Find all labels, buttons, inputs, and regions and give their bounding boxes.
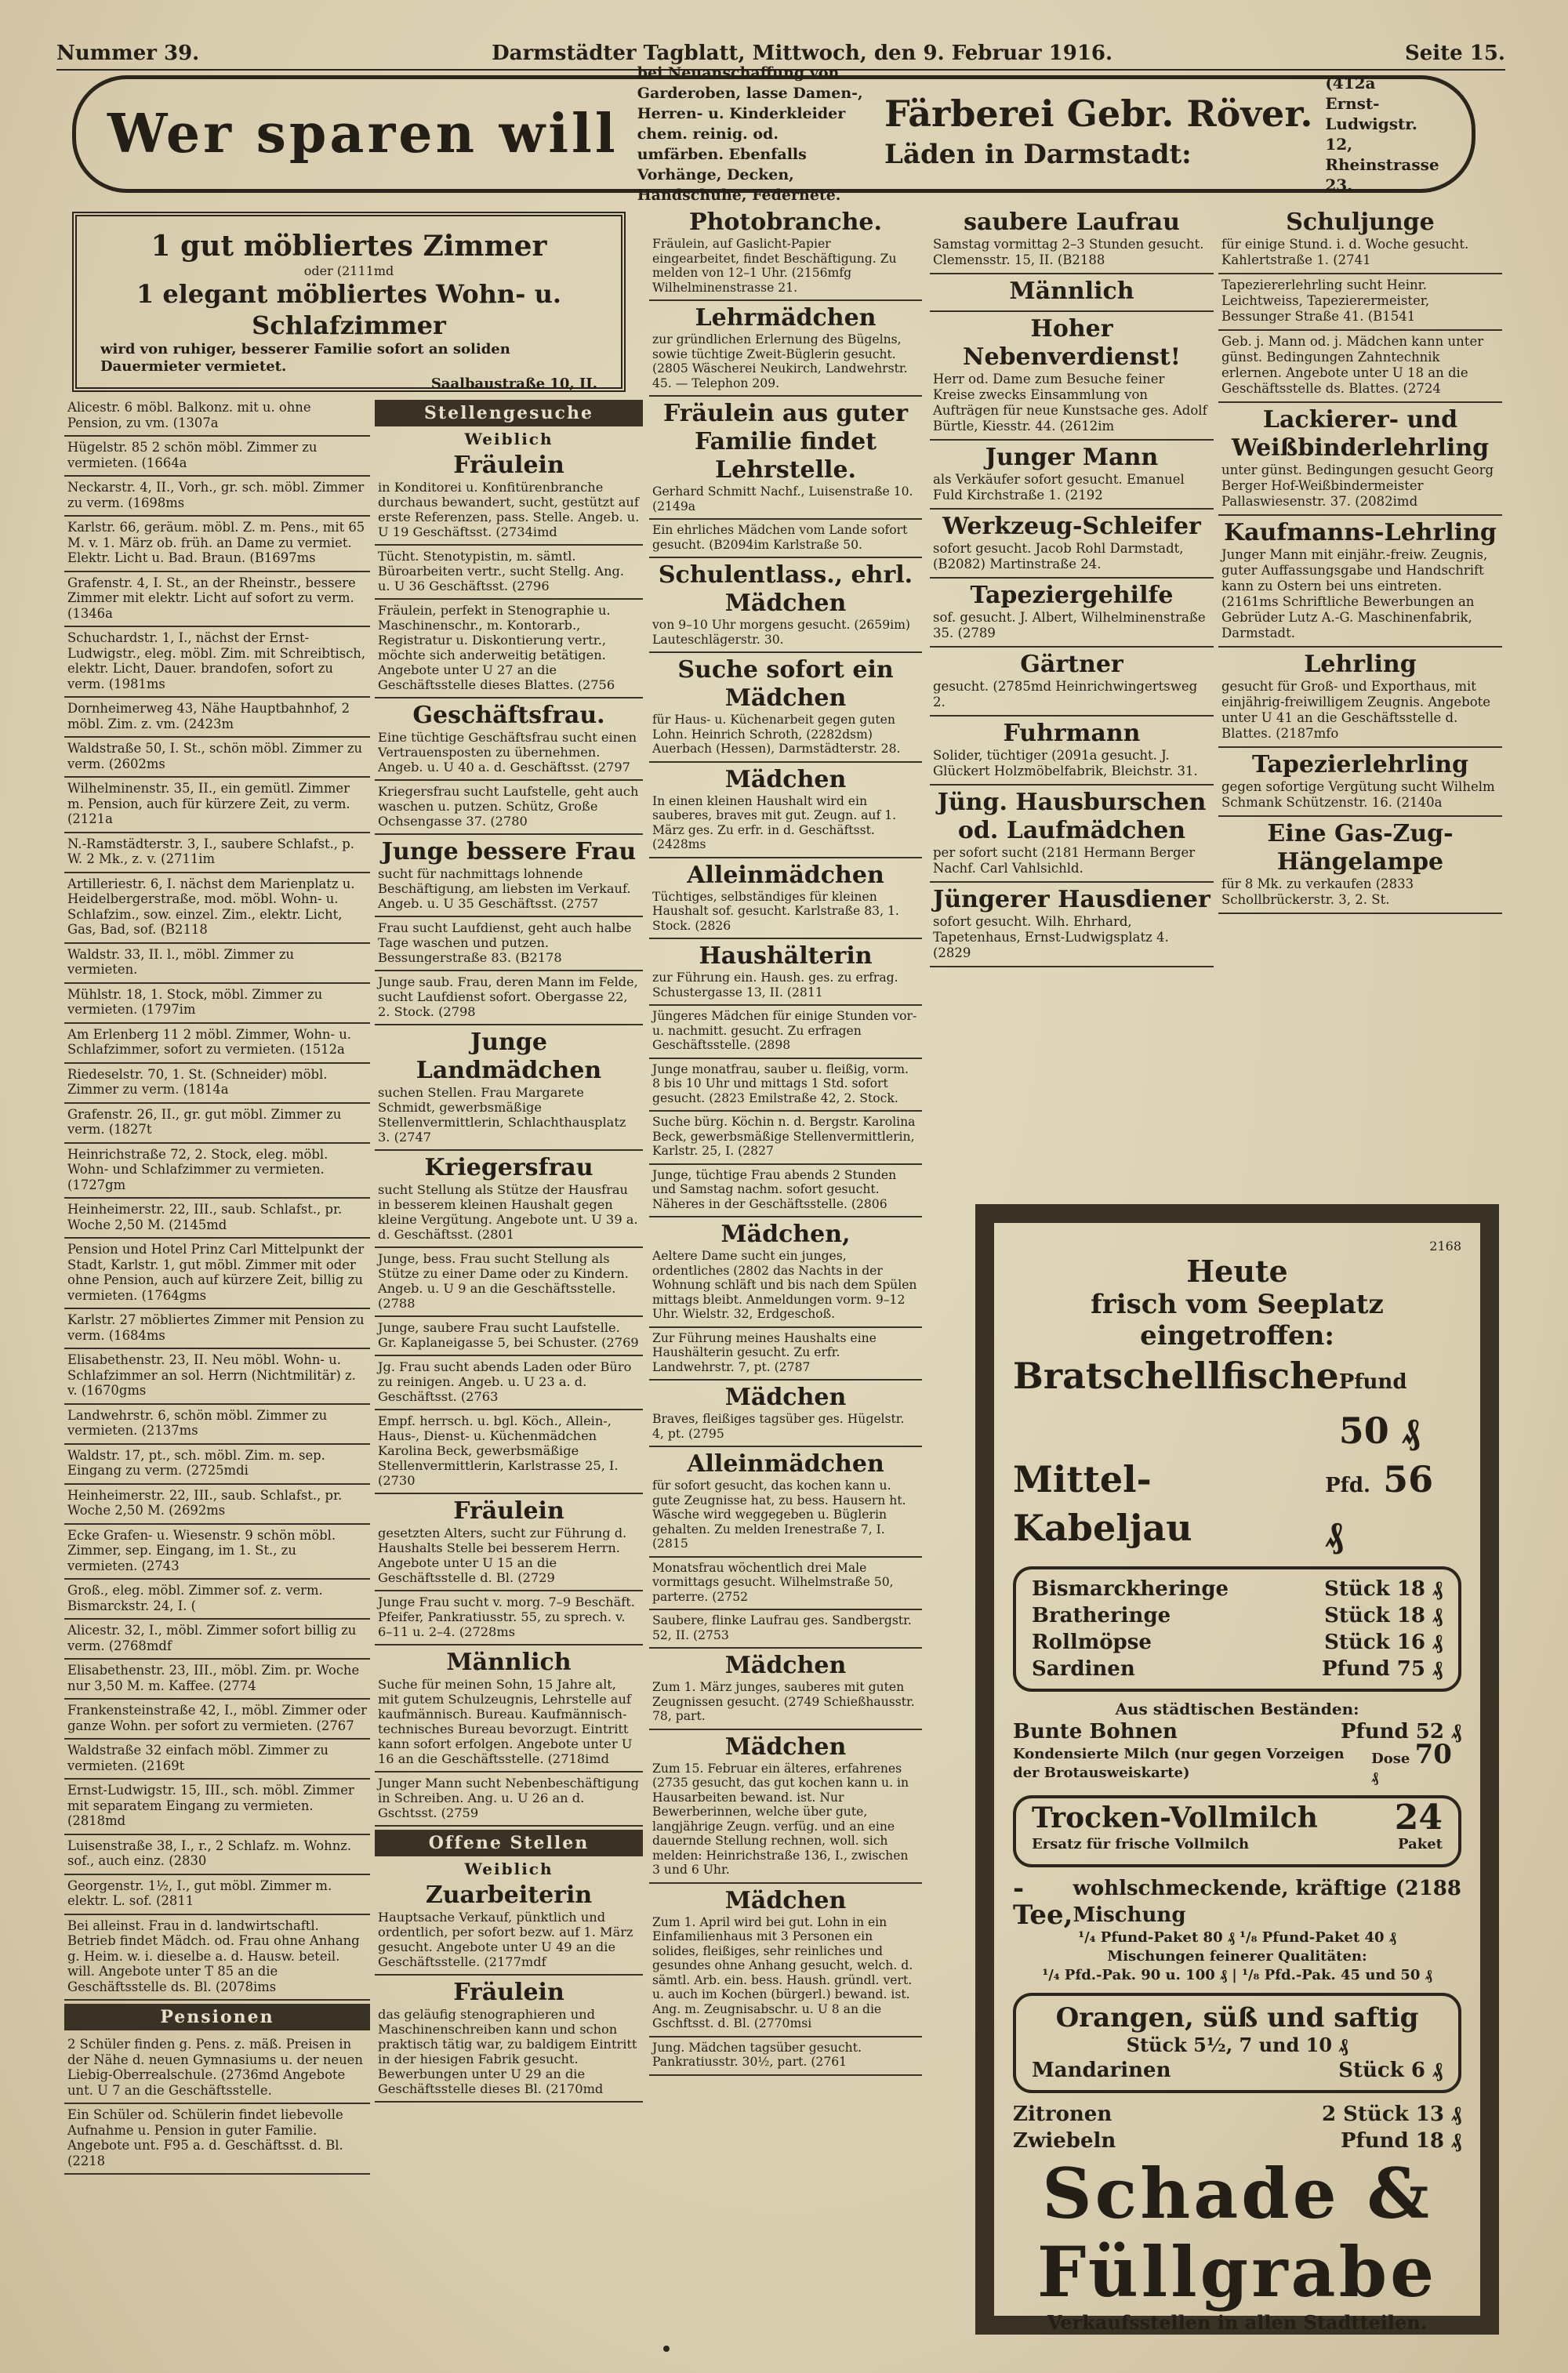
- ad-body: Empf. herrsch. u. bgl. Köch., Allein-, Haus-, Dienst- u. Küchenmädchen Karolina Beck, gewerbsmäßige Stellenvermittlerin, Karlstrasse 25, I. (2730: [378, 1413, 619, 1488]
- herring-name: Rollmöpse: [1032, 1631, 1152, 1654]
- ad-body: Fräulein, auf Gaslicht-Papier eingearbeitet, findet Beschäftigung. Zu melden von 12–1 Uhr. (2156mfg Wilhelminenstrasse 21.: [652, 237, 897, 295]
- weiblich-subheader: Weiblich: [464, 430, 554, 448]
- herring-price-group: Stück 18 ₰: [1324, 1577, 1443, 1601]
- ad-body: Junge, bess. Frau sucht Stellung als Stütze zu einer Dame oder zu Kindern. Angeb. u. U 9 an die Geschäftsstelle. (2788: [378, 1251, 629, 1311]
- ad-headline: Mädchen: [724, 1652, 847, 1679]
- ad-body: Tapeziererlehrling sucht Heinr. Leichtweiss, Tapezierermeister, Bessunger Straße 41. (B1541: [1221, 278, 1430, 324]
- ad-headline: Mädchen: [724, 1733, 847, 1761]
- fish-stock-note: Aus städtischen Beständen:: [1115, 1700, 1359, 1718]
- fish-today: Heute: [1186, 1254, 1288, 1289]
- classified-ad: [375, 448, 643, 546]
- room-ad: Karlstr. 66, geräum. möbl. Z. m. Pens., mit 65 M. v. 1. März ob. früh. an Dame zu vermiet. Elektr. Licht u. Bad. Braun. (B1697ms: [64, 517, 370, 572]
- beans-price: 52: [1415, 1720, 1444, 1743]
- column-rooms: [64, 397, 370, 2175]
- ad-body: von 9–10 Uhr morgens gesucht. (2659im) Lauteschlägerstr. 30.: [652, 618, 910, 647]
- classified-ad: [375, 1410, 643, 1494]
- weiblich-subheader-2: Weiblich: [464, 1860, 554, 1878]
- herring-unit: Pfund: [1321, 1657, 1390, 1681]
- classified-ad: [649, 1112, 922, 1165]
- room-ad: Frankensteinstraße 42, I., möbl. Zimmer oder ganze Wohn. per sofort zu vermieten. (2767: [64, 1700, 370, 1740]
- ad-headline: Jüngerer Hausdiener: [933, 886, 1210, 913]
- tea-block: [1013, 1875, 1461, 1985]
- room-ad: Wilhelminenstr. 35, II., ein gemütl. Zimmer m. Pension, auch für kürzere Zeit, zu verm. (2121a: [64, 778, 370, 833]
- ad-headline: Tapeziergehilfe: [970, 582, 1174, 609]
- pensionen-header: Pensionen: [64, 2004, 370, 2030]
- ad-body: Aeltere Dame sucht ein junges, ordentliches (2802 das Nachts in der Wohnung schläft und bis nach dem Spülen mittags bleibt. Anmeldungen vorm. 9–12 Uhr. Wielstr. 32, Erdgeschoß.: [652, 1249, 917, 1321]
- room-ad: Hügelstr. 85 2 schön möbl. Zimmer zu vermieten. (1664a: [64, 437, 370, 477]
- oranges-box: Orangen, süß und saftig Stück 5½, 7 und 10 ₰ Mandarinen Stück 6 ₰: [1013, 1993, 1461, 2093]
- tea-desc: wohlschmeckende, kräftige Mischung: [1073, 1877, 1387, 1927]
- onions-row: Zwiebeln Pfund 18 ₰: [1013, 2129, 1461, 2153]
- dry-milk-unit: Paket: [1398, 1836, 1443, 1852]
- milk-unit: Dose: [1371, 1751, 1410, 1767]
- tea-line2: Mischungen feinerer Qualitäten:: [1107, 1948, 1367, 1965]
- ad-headline: Männlich: [446, 1649, 572, 1676]
- herring-price-group: Pfund 75 ₰: [1321, 1657, 1443, 1681]
- ad-headline: Geschäftsfrau.: [412, 702, 605, 729]
- lemons-name: Zitronen: [1013, 2103, 1112, 2126]
- room-ad: Mühlstr. 18, 1. Stock, möbl. Zimmer zu vermieten. (1797im: [64, 984, 370, 1024]
- classified-ad: [375, 1025, 643, 1151]
- banner-firm: [884, 93, 1312, 175]
- fish-item-1: Bratschellfische Pfund 50 ₰: [1013, 1352, 1461, 1455]
- room-ad: Neckarstr. 4, II., Vorh., gr. sch. möbl. Zimmer zu verm. (1698ms: [64, 477, 370, 517]
- banner-code: (412a: [1325, 74, 1376, 93]
- ad-headline: Suche sofort ein Mädchen: [677, 656, 894, 712]
- dry-milk-name: Trocken-Vollmilch: [1032, 1802, 1318, 1834]
- room-ad: Grafenstr. 4, I. St., an der Rheinstr., bessere Zimmer mit elektr. Licht auf sofort zu verm. (1346a: [64, 572, 370, 628]
- ad-headline: Zuarbeiterin: [425, 1881, 593, 1909]
- room-ad: Elisabethenstr. 23, III., möbl. Zim. pr. Woche nur 3,50 M. m. Kaffee. (2774: [64, 1660, 370, 1700]
- room-ad: Alicestr. 32, I., möbl. Zimmer sofort billig zu verm. (2768mdf: [64, 1620, 370, 1660]
- classified-ad: [649, 1649, 922, 1730]
- dry-milk-box: [1013, 1795, 1461, 1867]
- tea-code: (2188: [1395, 1877, 1461, 1900]
- ad-body: Tücht. Stenotypistin, m. sämtl. Büroarbeiten vertr., sucht Stellg. Ang. u. U 36 Geschäftsst. (2796: [378, 549, 625, 593]
- fish-code: 2168: [1429, 1239, 1461, 1254]
- ad-body: Jüngeres Mädchen für einige Stunden vor- u. nachmitt. gesucht. Zu erfragen Geschäftsstelle. (2898: [652, 1009, 917, 1052]
- classified-ad: [375, 1878, 643, 1976]
- ad-body: Saubere, flinke Laufrau ges. Sandbergstr. 52, II. (2753: [652, 1613, 912, 1642]
- stellengesuche-header: Stellengesuche: [375, 400, 643, 426]
- classified-ad: [1218, 274, 1502, 331]
- ad-body: für einige Stund. i. d. Woche gesucht. Kahlertstraße 1. (2741: [1221, 237, 1469, 267]
- ad-body: sofort gesucht. Jacob Rohl Darmstadt, (B2082) Martinstraße 24.: [933, 541, 1184, 571]
- banner-firm-name: Färberei Gebr. Röver.: [884, 93, 1313, 135]
- classified-ad: [375, 1151, 643, 1248]
- beans-row: Bunte Bohnen Pfund 52 ₰: [1013, 1720, 1461, 1743]
- ad-body: das geläufig stenographieren und Maschinenschreiben kann und schon praktisch tätig war, zu baldigem Eintritt in der hiesigen Fabrik gesucht. Bewerbungen unter U 29 an die Geschäftsstelle dieses Bl. (2170md: [378, 2007, 637, 2096]
- room-ad: Waldstraße 32 einfach möbl. Zimmer zu vermieten. (2169t: [64, 1740, 370, 1780]
- ad-headline: Mädchen: [724, 1384, 847, 1411]
- ad-body: Zum 1. April wird bei gut. Lohn in ein Einfamilienhaus mit 3 Personen ein solides, fleißiges, sehr reinliches und gesundes ohne Anhang gesucht, welch. d. sämtl. Arb. ein. bess. Haush. gründl. vert. u. auch im Kochen (bürgerl.) bewand. ist. Ang. m. Zeugnisabschr. u. U 8 an die Gschftsst. d. Bl. (2770msi: [652, 1914, 913, 2030]
- lemons-price: 13: [1415, 2103, 1444, 2126]
- firm-tagline: Verkaufsstellen in allen Stadtteilen.: [1047, 2311, 1428, 2334]
- mandarins-unit: Stück: [1338, 2059, 1404, 2082]
- classified-ad: [1218, 331, 1502, 403]
- box-ad-code: (2111md: [336, 263, 394, 278]
- ad-body: Fräulein, perfekt in Stenographie u. Maschinenschr., m. Kontorarb., Registratur u. Diskontierung vertr., möchte sich anderweitig betätigen. Angebote unter U 27 an die Geschäftsstelle dieses Blattes. (2756: [378, 603, 615, 692]
- ad-body: gesetzten Alters, sucht zur Führung d. Haushalts Stelle bei besserem Herrn. Angebote unter U 15 an die Geschäftsstelle d. Bl. (2729: [378, 1526, 627, 1585]
- classified-ad: [930, 579, 1214, 648]
- ad-headline: Junge Landmädchen: [416, 1029, 602, 1084]
- herring-price-group: Stück 18 ₰: [1324, 1604, 1443, 1627]
- ad-body: als Verkäufer sofort gesucht. Emanuel Fuld Kirchstraße 1. (2192: [933, 472, 1185, 503]
- herring-row: [1032, 1576, 1443, 1602]
- milk-name: Kondensierte Milch (nur gegen Vorzeigen der Brotausweiskarte): [1013, 1746, 1345, 1781]
- firm-name-line2: Füllgrabe: [1036, 2231, 1438, 2313]
- lemons-row: Zitronen 2 Stück 13 ₰: [1013, 2103, 1461, 2126]
- herring-unit: Stück: [1324, 1577, 1390, 1601]
- mandarins-price: 6: [1410, 2059, 1425, 2082]
- room-ad: Groß., eleg. möbl. Zimmer sof. z. verm. Bismarckstr. 24, I. (: [64, 1580, 370, 1620]
- fish-item-1-unit: Pfund: [1338, 1370, 1407, 1394]
- classified-ad: [1218, 648, 1502, 748]
- herring-box: [1013, 1566, 1461, 1692]
- room-ad: Waldstr. 17, pt., sch. möbl. Zim. m. sep. Eingang zu verm. (2725mdi: [64, 1445, 370, 1485]
- fish-item-2-name: Mittel-Kabeljau: [1013, 1458, 1192, 1549]
- room-ad: Bei alleinst. Frau in d. landwirtschaftl. Betrieb findet Mädch. od. Frau ohne Anhang g. Heim. w. i. dieselbe a. d. Hausw. beteil. will. Angebote unter T 85 an die Geschäftsstelle ds. Bl. (2078ims: [64, 1915, 370, 2001]
- herring-name: Bratheringe: [1032, 1604, 1171, 1627]
- masthead-line: Darmstädter Tagblatt, Mittwoch, den 9. Februar 1916.: [492, 42, 1113, 65]
- room-ad: Pension und Hotel Prinz Carl Mittelpunkt der Stadt, Karlstr. 1, gut möbl. Zimmer mit oder ohne Pension, auch auf kürzere Zeit, billig zu vermieten. (1764gms: [64, 1239, 370, 1309]
- room-ad: Dornheimerweg 43, Nähe Hauptbahnhof, 2 möbl. Zim. z. vm. (2423m: [64, 698, 370, 738]
- classified-ad: [649, 858, 922, 940]
- ad-headline: Fräulein: [453, 1497, 564, 1525]
- classified-ad: [1218, 516, 1502, 648]
- classified-ad: [375, 971, 643, 1025]
- fish-item-2-unit: Pfd.: [1325, 1474, 1371, 1497]
- ad-body: sofort gesucht. Wilh. Ehrhard, Tapetenhaus, Ernst-Ludwigsplatz 4. (2829: [933, 914, 1169, 960]
- issue-number: Nummer 39.: [56, 42, 200, 65]
- ad-headline: Mädchen: [724, 765, 847, 793]
- ad-body: Zum 15. Februar ein älteres, erfahrenes (2735 gesucht, das gut kochen kann u. in Hausarbeiten bewand. ist. Nur Bewerberinnen, welche über gute, langjährige Zeugn. verfüg. und an eine dauernde Stellung rechnen, woll. sich melden: Heinrichstraße 136, I., zwischen 3 und 6 Uhr.: [652, 1761, 909, 1877]
- ad-body: Suche bürg. Köchin n. d. Bergstr. Karolina Beck, gewerbsmäßige Stellenvermittlerin, Karlstr. 25, I. (2827: [652, 1115, 916, 1158]
- ad-body: in Konditorei u. Konfitürenbranche durchaus bewandert, sucht, gestützt auf erste Referenzen, pass. Stelle. Angeb. u. U 19 Geschäftsst. (2734imd: [378, 480, 640, 539]
- column-job-offers-women: [649, 205, 922, 2076]
- classified-ad: [375, 1494, 643, 1591]
- classified-ad: [649, 1328, 922, 1381]
- onions-price: 18: [1415, 2129, 1444, 2153]
- classified-ad: [649, 1884, 922, 2037]
- beans-unit: Pfund: [1340, 1720, 1409, 1743]
- classified-ad: [930, 205, 1214, 274]
- ad-body: Solider, tüchtiger (2091a gesucht. J. Glückert Holzmöbelfabrik, Bleichstr. 31.: [933, 748, 1198, 778]
- banner-addr1: Ernst-Ludwigstr. 12,: [1325, 94, 1417, 154]
- ad-body: für sofort gesucht, das kochen kann u. gute Zeugnisse hat, zu bess. Hausern ht. Wäsche wird weggegeben u. Büglerin gehalten. Zu melden Irenestraße 7, I. (2815: [652, 1479, 906, 1551]
- milk-price: 70: [1414, 1739, 1452, 1770]
- ink-dot: [663, 2346, 670, 2352]
- ad-body: Junge saub. Frau, deren Mann im Felde, sucht Laufdienst sofort. Obergasse 22, 2. Stock. (2798: [378, 974, 638, 1019]
- onions-name: Zwiebeln: [1013, 2129, 1116, 2153]
- classified-ad: [649, 1217, 922, 1328]
- tea-line3: ¹/₄ Pfd.-Pak. 90 u. 100 ₰ | ¹/₈ Pfd.-Pak. 45 und 50 ₰: [1042, 1967, 1432, 1983]
- room-ad: Ecke Grafen- u. Wiesenstr. 9 schön möbl. Zimmer, sep. Eingang, im 1. St., zu vermieten. (2743: [64, 1525, 370, 1580]
- tea-line1: ¹/₄ Pfund-Paket 80 ₰ ¹/₈ Pfund-Paket 40 ₰: [1078, 1929, 1396, 1946]
- ad-body: Kriegersfrau sucht Laufstelle, geht auch waschen u. putzen. Schütz, Große Ochsengasse 37. (2780: [378, 784, 639, 829]
- ad-headline: Gärtner: [1020, 651, 1123, 678]
- roever-banner-ad: [72, 64, 1475, 204]
- fish-item-1-price: 50: [1338, 1410, 1389, 1452]
- herring-price: 18: [1396, 1604, 1425, 1627]
- ad-body: Junge monatfrau, sauber u. fleißig, vorm. 8 bis 10 Uhr und mittags 1 Std. sofort gesucht. (2823 Emilstraße 42, 2. Stock.: [652, 1061, 909, 1105]
- herring-row: [1032, 1602, 1443, 1629]
- room-ad: Landwehrstr. 6, schön möbl. Zimmer zu vermieten. (2137ms: [64, 1405, 370, 1445]
- ad-body: sucht Stellung als Stütze der Hausfrau in besserem kleinen Haushalt gegen kleine Vergütung. Angebote unt. U 39 a. d. Geschäftsst. (2801: [378, 1182, 638, 1242]
- classified-ad: [649, 301, 922, 397]
- ad-headline: Lackierer- und Weißbinderlehrling: [1231, 406, 1490, 462]
- classified-ad: [649, 1006, 922, 1059]
- classified-ad: [649, 939, 922, 1006]
- classified-ad: [375, 1317, 643, 1356]
- ad-body: zur Führung ein. Haush. ges. zu erfrag. Schustergasse 13, II. (2811: [652, 971, 898, 1000]
- classified-ad: [649, 1165, 922, 1218]
- ad-headline: Haushälterin: [699, 942, 873, 970]
- classified-ad: [1218, 205, 1502, 274]
- ad-body: Junge, tüchtige Frau abends 2 Stunden und Samstag nachm. sofort gesucht. Näheres in der Geschäftsstelle. (2806: [652, 1167, 897, 1211]
- ad-headline: Alleinmädchen: [687, 861, 884, 889]
- ad-body: suchen Stellen. Frau Margarete Schmidt, gewerbsmäßige Stellenvermittlerin, Schlachthausplatz 3. (2747: [378, 1085, 626, 1145]
- herring-row: [1032, 1656, 1443, 1682]
- classified-ad: [375, 835, 643, 917]
- ad-body: zur gründlichen Erlernung des Bügelns, sowie tüchtige Zweit-Büglerin gesucht. (2805 Wäscherei Neukirch, Landwehrstr. 45. — Telephon 209.: [652, 332, 908, 390]
- box-ad-line4: wird von ruhiger, besserer Familie sofort an soliden Dauermieter vermietet.: [100, 341, 510, 375]
- oranges-price: Stück 5½, 7 und 10 ₰: [1126, 2034, 1348, 2056]
- ad-body: Frau sucht Laufdienst, geht auch halbe Tage waschen und putzen. Bessungerstraße 83. (B2178: [378, 920, 632, 965]
- ad-headline: Kaufmanns-Lehrling: [1224, 519, 1497, 546]
- classified-ad: [375, 546, 643, 600]
- classified-ad: [649, 397, 922, 520]
- ad-body: für Haus- u. Küchenarbeit gegen guten Lohn. Heinrich Schroth, (2282dsm) Auerbach (Hessen), Darmstädterstr. 28.: [652, 713, 901, 756]
- room-ad: Ernst-Ludwigstr. 15, III., sch. möbl. Zimmer mit separatem Eingang zu vermieten. (2818md: [64, 1780, 370, 1835]
- pension-ad: Ein Schüler od. Schülerin findet liebevolle Aufnahme u. Pension in guter Familie. Angebote unt. F95 a. d. Geschäftsst. d. Bl. (2218: [64, 2104, 370, 2175]
- ad-headline: Mädchen,: [720, 1221, 851, 1248]
- ad-headline: Junge bessere Frau: [381, 838, 637, 865]
- banner-addr2: Rheinstrasse 23.: [1325, 155, 1439, 194]
- room-ad: Am Erlenberg 11 2 möbl. Zimmer, Wohn- u. Schlafzimmer, sofort zu vermieten. (1512a: [64, 1024, 370, 1064]
- ad-body: Hauptsache Verkauf, pünktlich und ordentlich, per sofort bezw. auf 1. März gesucht. Angebote unter U 49 an die Geschäftsstelle. (2177mdf: [378, 1910, 633, 1969]
- classified-ad: [930, 274, 1214, 312]
- classified-ad: [930, 786, 1214, 883]
- herring-price-group: Stück 16 ₰: [1324, 1631, 1443, 1654]
- lemons-unit: 2 Stück: [1322, 2103, 1409, 2126]
- column-apprentices: [1218, 205, 1502, 914]
- ad-headline: Lehrmädchen: [695, 304, 877, 332]
- ad-body: Zur Führung meines Haushalts eine Haushälterin gesucht. Zu erfr. Landwehrstr. 7, pt. (2787: [652, 1330, 877, 1374]
- ad-body: Gerhard Schmitt Nachf., Luisenstraße 10. (2149a: [652, 484, 913, 513]
- classified-ad: [375, 1356, 643, 1410]
- classified-ad: [375, 1976, 643, 2103]
- ad-body: Braves, fleißiges tagsüber ges. Hügelstr. 4, pt. (2795: [652, 1412, 905, 1441]
- classified-ad: [375, 1591, 643, 1645]
- ad-headline: Fräulein: [453, 1979, 564, 2006]
- ad-body: Junger Mann sucht Nebenbeschäftigung in Schreiben. Ang. u. U 26 an d. Gschtsst. (2759: [378, 1776, 640, 1820]
- classified-ad: [1218, 817, 1502, 914]
- ad-body: gesucht für Groß- und Exporthaus, mit einjährig-freiwilligem Zeugnis. Angebote unter U 41 an die Geschäftsstelle d. Blattes. (2187mfo: [1221, 679, 1491, 741]
- tea-name: -Tee,: [1013, 1873, 1073, 1931]
- fish-item-2: Mittel-Kabeljau Pfd. 56 ₰: [1013, 1455, 1461, 1558]
- classified-ad: [930, 510, 1214, 579]
- ad-headline: Mädchen: [724, 1886, 847, 1914]
- classified-ad: [930, 312, 1214, 441]
- pension-ad: 2 Schüler finden g. Pens. z. mäß. Preisen in der Nähe d. neuen Gymnasiums u. der neuen Liebig-Oberrealschule. (2736md Angebote unt. U 7 an die Geschäftsstelle.: [64, 2034, 370, 2104]
- column-job-offers-men: [930, 205, 1214, 967]
- furnished-room-box-ad: [72, 212, 626, 392]
- ad-body: sucht für nachmittags lohnende Beschäftigung, am liebsten im Verkauf. Angeb. u. U 35 Geschäftsst. (2757: [378, 866, 631, 911]
- banner-firm-shops: Läden in Darmstadt:: [884, 139, 1192, 170]
- oranges-name: Orangen, süß und saftig: [1055, 2002, 1419, 2034]
- classified-ad: [375, 1772, 643, 1827]
- ad-body: Herr od. Dame zum Besuche feiner Kreise zwecks Einsammlung von Aufträgen für neue Kunstsache ges. Adolf Bürtle, Kiesstr. 44. (2612im: [933, 372, 1207, 434]
- classified-ad: [1218, 748, 1502, 817]
- box-ad-line1: 1 gut möbliertes Zimmer: [151, 230, 547, 263]
- classified-ad: [375, 917, 643, 971]
- ad-body: für 8 Mk. zu verkaufen (2833 Schollbrückerstr. 3, 2. St.: [1221, 876, 1414, 907]
- ad-body: Junge Frau sucht v. morg. 7–9 Beschäft. Pfeifer, Pankratiusstr. 55, zu sprech. v. 6–11 u. 2–4. (2728ms: [378, 1595, 635, 1639]
- banner-headline: Wer sparen will: [107, 103, 619, 165]
- classified-ad: [649, 653, 922, 763]
- classified-ad: [649, 2037, 922, 2076]
- classified-ad: [649, 1610, 922, 1649]
- room-ad: Elisabethenstr. 23, II. Neu möbl. Wohn- u. Schlafzimmer an sol. Herrn (Nichtmilitär) z. v. (1670gms: [64, 1349, 370, 1405]
- classified-ad: [649, 205, 922, 301]
- ad-headline: Photobranche.: [689, 209, 882, 236]
- room-ad: Heinrichstraße 72, 2. Stock, eleg. möbl. Wohn- und Schlafzimmer zu vermieten. (1727gm: [64, 1144, 370, 1199]
- fish-market-ad: [975, 1204, 1499, 2335]
- ad-body: Samstag vormittag 2–3 Stunden gesucht. Clemensstr. 15, II. (B2188: [933, 237, 1204, 267]
- room-ad: N.-Ramstädterstr. 3, I., saubere Schlafst., p. W. 2 Mk., z. v. (2711im: [64, 833, 370, 873]
- ad-body: sof. gesucht. J. Albert, Wilhelminenstraße 35. (2789: [933, 610, 1206, 640]
- ad-body: Geb. j. Mann od. j. Mädchen kann unter günst. Bedingungen Zahntechnik erlernen. Angebote unter U 18 an die Geschäftsstelle ds. Blattes. (2724: [1221, 334, 1484, 396]
- dry-milk-sub: Ersatz für frische Vollmilch: [1032, 1836, 1250, 1852]
- fish-item-2-price: 56: [1383, 1458, 1434, 1500]
- ad-body: Jg. Frau sucht abends Laden oder Büro zu reinigen. Angeb. u. U 23 a. d. Geschäftsst. (2763: [378, 1359, 632, 1404]
- classified-ad: [649, 1059, 922, 1112]
- classified-ad: [930, 883, 1214, 967]
- herring-name: Sardinen: [1032, 1657, 1135, 1681]
- ad-headline: Tapezierlehrling: [1252, 751, 1468, 778]
- box-ad-address: Saalbaustraße 10, II.: [430, 376, 597, 392]
- room-ad: Alicestr. 6 möbl. Balkonz. mit u. ohne Pension, zu vm. (1307a: [64, 397, 370, 437]
- classified-ad: [649, 1730, 922, 1884]
- classified-ad: [649, 1558, 922, 1611]
- ad-headline: Jüng. Hausburschen od. Laufmädchen: [937, 789, 1207, 844]
- ad-headline: Schuljunge: [1286, 209, 1435, 236]
- column-job-seekers: [375, 397, 643, 2103]
- onions-unit: Pfund: [1340, 2129, 1409, 2153]
- ad-headline: Fuhrmann: [1003, 720, 1141, 747]
- ad-body: Junge, saubere Frau sucht Laufstelle. Gr. Kaplaneigasse 5, bei Schuster. (2769: [378, 1320, 639, 1350]
- box-ad-or: oder: [303, 263, 333, 278]
- classified-ad: [649, 1381, 922, 1447]
- room-ad: Karlstr. 27 möbliertes Zimmer mit Pension zu verm. (1684ms: [64, 1309, 370, 1349]
- offene-stellen-header: Offene Stellen: [375, 1830, 643, 1856]
- classified-ad: [375, 1248, 643, 1317]
- room-ad: Grafenstr. 26, II., gr. gut möbl. Zimmer zu verm. (1827t: [64, 1104, 370, 1144]
- banner-addresses: [1325, 73, 1440, 195]
- herring-unit: Stück: [1324, 1604, 1390, 1627]
- ad-body: Junger Mann mit einjähr.-freiw. Zeugnis, guter Auffassungsgabe und Handschrift kann zu Ostern bei uns eintreten. (2161ms Schriftliche Bewerbungen an Gebrüder Lutz A.-G. Maschinenfabrik, Darmstadt.: [1221, 547, 1488, 640]
- firm-name-line1: Schade &: [1042, 2153, 1432, 2234]
- ad-headline: Fräulein: [453, 452, 564, 479]
- ad-body: Ein ehrliches Mädchen vom Lande sofort gesucht. (B2094im Karlstraße 50.: [652, 523, 908, 552]
- ad-headline: Schulentlass., ehrl. Mädchen: [658, 561, 913, 617]
- ad-body: Tüchtiges, selbständiges für kleinen Haushalt sof. gesucht. Karlstraße 83, 1. Stock. (2826: [652, 889, 899, 933]
- milk-row: Kondensierte Milch (nur gegen Vorzeigen der Brotausweiskarte) Dose 70 ₰: [1013, 1739, 1452, 1786]
- ad-body: Suche für meinen Sohn, 15 Jahre alt, mit gutem Schulzeugnis, Lehrstelle auf kaufmännisch. Bureau. Kaufmännisch-technisches Bureau bevorzugt. Eintritt kann sofort erfolgen. Angebote unter U 16 an die Geschäftsstelle. (2718imd: [378, 1677, 633, 1766]
- ad-body: Monatsfrau wöchentlich drei Male vormittags gesucht. Wilhelmstraße 50, parterre. (2752: [652, 1560, 894, 1604]
- room-ad: Artilleriestr. 6, I. nächst dem Marienplatz u. Heidelbergerstraße, mod. möbl. Wohn- u. Schlafzim., sow. einzel. Zim., elektr. Licht, Gas, Bad, sof. (B2118: [64, 873, 370, 944]
- room-ad: Luisenstraße 38, I., r., 2 Schlafz. m. Wohnz. sof., auch einz. (2830: [64, 1835, 370, 1875]
- ad-body: per sofort sucht (2181 Hermann Berger Nachf. Carl Vahlsichld.: [933, 845, 1196, 876]
- fish-item-1-name: Bratschellfische: [1013, 1355, 1339, 1397]
- herring-price: 16: [1396, 1631, 1425, 1654]
- box-ad-line3: 1 elegant möbliertes Wohn- u. Schlafzimmer: [136, 279, 561, 340]
- classified-ad: [649, 558, 922, 653]
- ad-headline: Fräulein aus guter Familie findet Lehrstelle.: [662, 400, 909, 484]
- classified-ad: [375, 1645, 643, 1772]
- room-ad: Heinheimerstr. 22, III., saub. Schlafst., pr. Woche 2,50 M. (2145md: [64, 1199, 370, 1239]
- herring-price: 18: [1396, 1577, 1425, 1601]
- classified-ad: [649, 520, 922, 558]
- classified-ad: [649, 763, 922, 858]
- ad-body: Zum 1. März junges, sauberes mit guten Zeugnissen gesucht. (2749 Schießhausstr. 78, part.: [652, 1680, 915, 1723]
- classified-ad: [649, 1447, 922, 1558]
- herring-row: [1032, 1629, 1443, 1656]
- fish-fresh: frisch vom Seeplatz eingetroffen:: [1091, 1289, 1384, 1352]
- ad-headline: Lehrling: [1304, 651, 1417, 678]
- room-ad: Heinheimerstr. 22, III., saub. Schlafst., pr. Woche 2,50 M. (2692ms: [64, 1485, 370, 1525]
- ad-headline: Werkzeug-Schleifer: [942, 513, 1201, 540]
- classified-ad: [375, 600, 643, 698]
- mandarins-name: Mandarinen: [1032, 2059, 1171, 2082]
- ad-headline: Männlich: [1009, 278, 1134, 305]
- ad-body: gegen sofortige Vergütung sucht Wilhelm Schmank Schützenstr. 16. (2140a: [1221, 779, 1495, 810]
- herring-unit: Stück: [1324, 1631, 1390, 1654]
- dry-milk-price: 24: [1394, 1798, 1443, 1838]
- ad-headline: Eine Gas-Zug-Hängelampe: [1267, 820, 1454, 876]
- page-number: Seite 15.: [1404, 42, 1505, 65]
- ad-body: Eine tüchtige Geschäftsfrau sucht einen Vertrauensposten zu übernehmen. Angeb. u. U 40 a. d. Geschäftsst. (2797: [378, 730, 637, 775]
- herring-price: 75: [1396, 1657, 1425, 1681]
- ad-headline: Alleinmädchen: [687, 1450, 884, 1478]
- ad-body: In einen kleinen Haushalt wird ein sauberes, braves mit gut. Zeugn. auf 1. März ges. Zu erfr. in d. Geschäftsst. (2428ms: [652, 793, 897, 851]
- ad-body: gesucht. (2785md Heinrichwingertsweg 2.: [933, 679, 1198, 709]
- classified-ad: [930, 441, 1214, 510]
- ad-body: Jung. Mädchen tagsüber gesucht. Pankratiusstr. 30½, part. (2761: [652, 2040, 862, 2069]
- room-ad: Riedeselstr. 70, 1. St. (Schneider) möbl. Zimmer zu verm. (1814a: [64, 1064, 370, 1104]
- ad-body: unter günst. Bedingungen gesucht Georg Berger Hof-Weißbindermeister Pallaswiesenstr. 37. (2082imd: [1221, 463, 1494, 509]
- classified-ad: [375, 698, 643, 781]
- room-ad: Schuchardstr. 1, I., nächst der Ernst-Ludwigstr., eleg. möbl. Zim. mit Schreibtisch, elektr. Licht, Dauer. brandofen, sofort zu verm. (1981ms: [64, 627, 370, 698]
- classified-ad: [1218, 403, 1502, 516]
- herring-name: Bismarckheringe: [1032, 1577, 1229, 1601]
- room-ad: Waldstr. 33, II. l., möbl. Zimmer zu vermieten.: [64, 944, 370, 984]
- ad-headline: Kriegersfrau: [424, 1154, 593, 1181]
- room-ad: Georgenstr. 1½, I., gut möbl. Zimmer m. elektr. L. sof. (2811: [64, 1875, 370, 1915]
- classified-ad: [375, 781, 643, 835]
- banner-text: bei Neuanschaffung von Garderoben, lasse Damen-, Herren- u. Kinderkleider chem. reinig. od. umfärben. Ebenfalls Vorhänge, Decken, Handschuhe, Federnete.: [637, 64, 863, 204]
- classified-ad: [930, 717, 1214, 786]
- beans-name: Bunte Bohnen: [1013, 1720, 1178, 1743]
- ad-headline: saubere Laufrau: [964, 209, 1180, 236]
- room-ad: Waldstraße 50, I. St., schön möbl. Zimmer zu verm. (2602ms: [64, 738, 370, 778]
- ad-headline: Junger Mann: [985, 444, 1159, 471]
- ad-headline: Hoher Nebenverdienst!: [963, 315, 1181, 371]
- classified-ad: [930, 648, 1214, 717]
